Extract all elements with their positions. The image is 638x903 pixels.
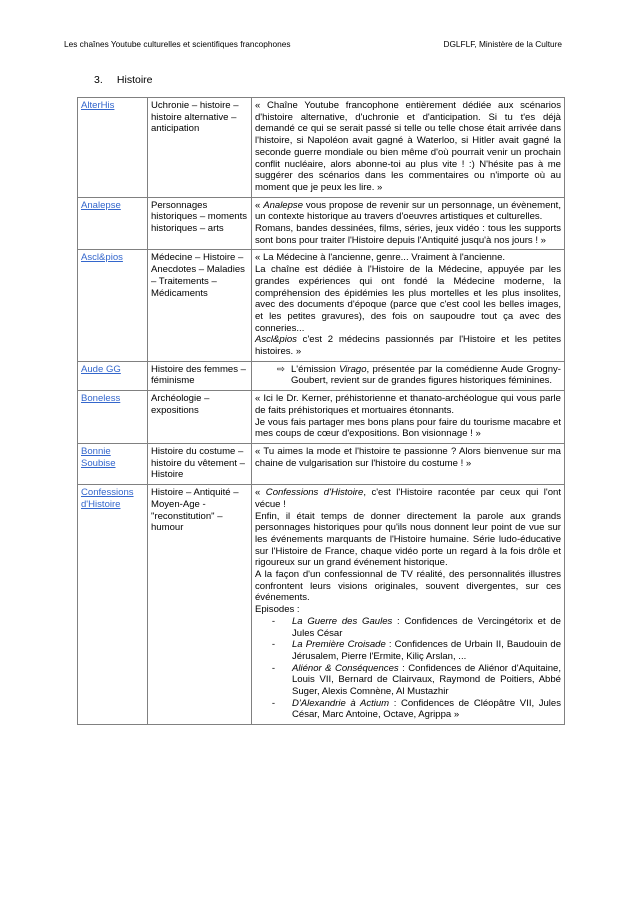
arrow-bullet-line [255,364,561,387]
header-left: Les chaînes Youtube culturelles et scientifiques francophones [64,39,291,49]
channel-description [252,250,565,361]
section-title: Histoire [116,74,153,86]
channel-description [252,391,565,444]
list-item [255,639,561,662]
table-row [78,391,565,444]
description-paragraph: A la façon d'un confessionnal de TV réalité, des personnalités illustres confrontent leurs visions originales, souvent divergentes, sur ces événements. [255,569,561,604]
list-item [255,698,561,721]
dash-bullet: - [271,639,276,651]
channel-description [252,361,565,390]
channel-category: Personnages historiques – moments historiques – arts [148,197,252,250]
channels-table [77,97,565,725]
page-header [64,39,562,49]
dash-bullet: - [271,662,276,674]
bullet-text [291,364,561,387]
channel-link[interactable]: Analepse [78,197,148,250]
italic-title: Analepse [263,199,304,211]
episode-title: Aliénor & Conséquences [292,662,399,674]
channel-category: Histoire des femmes – féminisme [148,361,252,390]
channel-category: Uchronie – histoire – histoire alternative – anticipation [148,98,252,198]
dash-bullet: - [271,615,276,627]
channel-link[interactable]: Confessions d'Histoire [78,485,148,725]
dash-bullet: - [271,697,276,709]
table-row [78,485,565,725]
section-number: 3. [94,74,103,86]
italic-title: Confessions d'Histoire [265,487,364,499]
episode-title: D'Alexandrie à Actium [292,697,390,709]
channel-link[interactable]: Aude GG [78,361,148,390]
italic-title: Virago [339,363,367,375]
episode-title: La Première Croisade [292,639,386,651]
description-paragraph: « Tu aimes la mode et l'histoire te passionne ? Alors bienvenue sur ma chaine de vulgarisation sur l'histoire du costume ! » [255,445,561,469]
episode-text [292,639,561,662]
table-row [78,443,565,484]
channel-description [252,98,565,198]
channel-description [252,197,565,250]
text-span: « [255,487,266,499]
description-paragraph: Romans, bandes dessinées, films, séries, jeux vidéo : tous les supports sont bons pour traiter l'Histoire depuis l'Antiquité jusqu'à nos jours ! » [255,223,561,246]
episode-text [292,616,561,639]
description-paragraph [255,334,561,357]
description-paragraph: « Ici le Dr. Kerner, préhistorienne et thanato-archéologue qui vous parle de faits préhistoriques et mortuaires étonnants. [255,393,561,416]
channel-description [252,443,565,484]
description-paragraph: « Chaîne Youtube francophone entièrement dédiée aux scénarios d'histoire alternative, d'uchronie et d'anticipation. Si tu t'es déjà demandé ce qui se serait passé si telle ou telle chose était arrivée dans l'histoire, si Napoléon avait gagné à Waterloo, si Hitler avait gagné la seconde guerre mondiale ou bien même d'où pourrait venir un prochain conflit nucléaire, alors abonne-toi au plus vite ! :) N'hésite pas à me suggérer des scénarios dans les commentaires ou n'importe où au moment que je peux les lire. » [255,100,561,193]
text-span: , c'est l'Histoire racontée par ceux qui l'ont vécue ! [255,487,562,510]
description-paragraph: Je vous fais partager mes bons plans pour faire du tourisme macabre et mes coups de cœur d'expositions. Bon visionnage ! » [255,416,561,440]
table-row [78,250,565,361]
section-heading [94,74,153,86]
text-span: « [255,199,264,211]
text-span: : Confidences de Urbain II, Baudouin de Jérusalem, Pierre l'Ermite, Kiliç Arslan, ... [292,639,561,662]
channel-link[interactable]: Boneless [78,391,148,444]
description-paragraph: « La Médecine à l'ancienne, genre... Vraiment à l'ancienne. [255,252,506,264]
text-span: , présentée par la comédienne Aude Grogny-Goubert, revient sur de grandes figures historiques féminines. [291,363,561,387]
header-right: DGLFLF, Ministère de la Culture [443,39,562,49]
description-paragraph [255,487,561,510]
table-row [78,197,565,250]
channel-link[interactable]: Ascl&pios [78,250,148,361]
channel-description [252,485,565,725]
channel-category: Médecine – Histoire – Anecdotes – Maladies – Traitements – Médicaments [148,250,252,361]
episode-title: La Guerre des Gaules [292,615,393,627]
description-paragraph: Enfin, il était temps de donner directement la parole aux grands personnages historiques pour qu'ils nous donnent leur point de vue sur les événements marquants de l'Histoire humaine. Série ludo-éducative sur l'Histoire de France, chaque vidéo porte un regard à la fois drôle et rigoureux sur un grand événement historique. [255,510,561,569]
channel-link[interactable]: Bonnie Soubise [78,443,148,484]
text-span: L'émission [291,363,340,375]
table-row [78,98,565,198]
list-item [255,663,561,698]
episode-text [292,698,561,721]
arrow-right-icon: ⇨ [277,363,285,375]
text-span: c'est 2 médecins passionnés par l'Histoire et les petites histoires. » [255,334,561,358]
description-paragraph: La chaîne est dédiée à l'Histoire de la Médecine, appuyée par les grandes expériences qui ont fondé la Médecine moderne, la compréhension des épidémies les plus mortelles et les plus insolites, avec des documents d'époque (parce que c'est cool les belles images, et les petites gravures), des fois on saupoudre tout ça avec des conneries... [255,264,561,334]
channel-category: Histoire – Antiquité – Moyen-Age - "reconstitution" – humour [148,485,252,725]
channel-link[interactable]: AlterHis [78,98,148,198]
text-span: : Confidences de Aliénor d'Aquitaine, Louis VII, Bernard de Clairvaux, Raymond de Poitiers, Abbé Suger, Alexis Comnène, Al Mustazhir [292,662,562,698]
italic-title: Ascl&pios [255,334,297,346]
list-item [255,616,561,639]
episodes-label: Episodes : [255,604,300,616]
text-span: : Confidences de Vercingétorix et de Jules César [292,615,561,639]
channel-category: Archéologie – expositions [148,391,252,444]
text-span: vous propose de revenir sur un personnage, un évènement, un contexte historique au travers d'oeuvres artistiques et culturelles. [255,199,561,223]
channel-category: Histoire du costume – histoire du vêtement – Histoire [148,443,252,484]
episodes-list [255,616,561,721]
description-paragraph [255,200,561,223]
episode-text [292,663,561,698]
table-row [78,361,565,390]
text-span: : Confidences de Cléopâtre VII, Jules César, Marc Antoine, Octave, Agrippa » [292,697,562,721]
